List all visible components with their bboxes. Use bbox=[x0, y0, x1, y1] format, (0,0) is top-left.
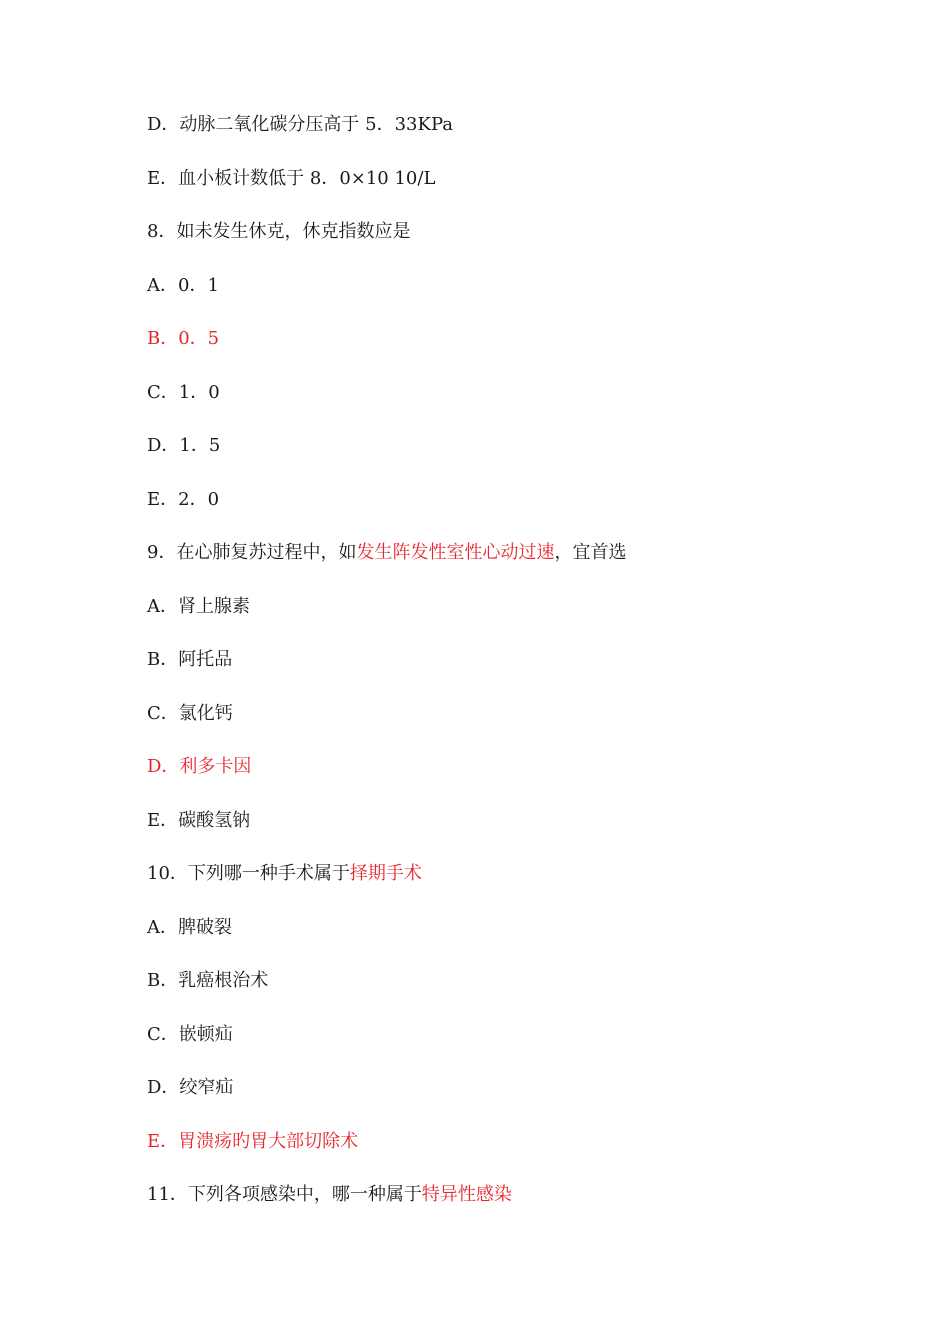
line-text-highlighted: E．胃溃疡旳胃大部切除术 bbox=[147, 1131, 359, 1152]
q8-option-b bbox=[147, 326, 219, 352]
q7-option-d bbox=[147, 112, 453, 138]
line-text: A．0．1 bbox=[147, 275, 219, 296]
line-text: B．乳癌根治术 bbox=[147, 970, 269, 991]
q10-option-c bbox=[147, 1022, 233, 1048]
q9-option-a bbox=[147, 594, 250, 620]
q9-option-d bbox=[147, 754, 251, 780]
q8-option-e bbox=[147, 487, 219, 513]
line-text: D．1．5 bbox=[147, 435, 221, 456]
line-text: D．动脉二氧化碳分压高于 5．33KPa bbox=[147, 114, 453, 135]
line-text: C．氯化钙 bbox=[147, 703, 233, 724]
line-text-highlighted: 特异性感染 bbox=[421, 1184, 512, 1205]
line-text: D．绞窄疝 bbox=[147, 1077, 234, 1098]
q8-option-d bbox=[147, 433, 220, 459]
line-text-highlighted: B．0．5 bbox=[147, 328, 220, 349]
q9-option-c bbox=[147, 701, 233, 727]
q10-option-d bbox=[147, 1075, 233, 1101]
line-text: 9．在心肺复苏过程中，如 bbox=[147, 542, 357, 563]
line-text: ，宜首选 bbox=[554, 542, 627, 563]
q9-question bbox=[147, 540, 626, 566]
q10-option-b bbox=[147, 968, 268, 994]
line-text: 10．下列哪一种手术属于 bbox=[147, 863, 350, 884]
line-text: 8．如未发生休克，休克指数应是 bbox=[147, 221, 411, 242]
q10-option-e bbox=[147, 1129, 358, 1155]
q9-option-e bbox=[147, 808, 250, 834]
q10-option-a bbox=[147, 915, 232, 941]
q11-question bbox=[147, 1182, 512, 1208]
q8-question bbox=[147, 219, 410, 245]
line-text: B．阿托品 bbox=[147, 649, 233, 670]
q10-question bbox=[147, 861, 422, 887]
line-text: C．嵌顿疝 bbox=[147, 1024, 233, 1045]
line-text: E．2．0 bbox=[147, 489, 220, 510]
line-text-highlighted: 择期手术 bbox=[349, 863, 422, 884]
q8-option-a bbox=[147, 273, 219, 299]
line-text: E．血小板计数低于 8．0×10 10/L bbox=[147, 168, 436, 189]
line-text: E．碳酸氢钠 bbox=[147, 810, 251, 831]
line-text: 11．下列各项感染中，哪一种属于 bbox=[147, 1184, 422, 1205]
line-text: A．肾上腺素 bbox=[147, 596, 250, 617]
q7-option-e bbox=[147, 166, 435, 192]
line-text: A．脾破裂 bbox=[147, 917, 232, 938]
q8-option-c bbox=[147, 380, 220, 406]
line-text: C．1．0 bbox=[147, 382, 220, 403]
q9-option-b bbox=[147, 647, 232, 673]
line-text-highlighted: 发生阵发性室性心动过速 bbox=[356, 542, 555, 563]
line-text-highlighted: D．利多卡因 bbox=[147, 756, 252, 777]
